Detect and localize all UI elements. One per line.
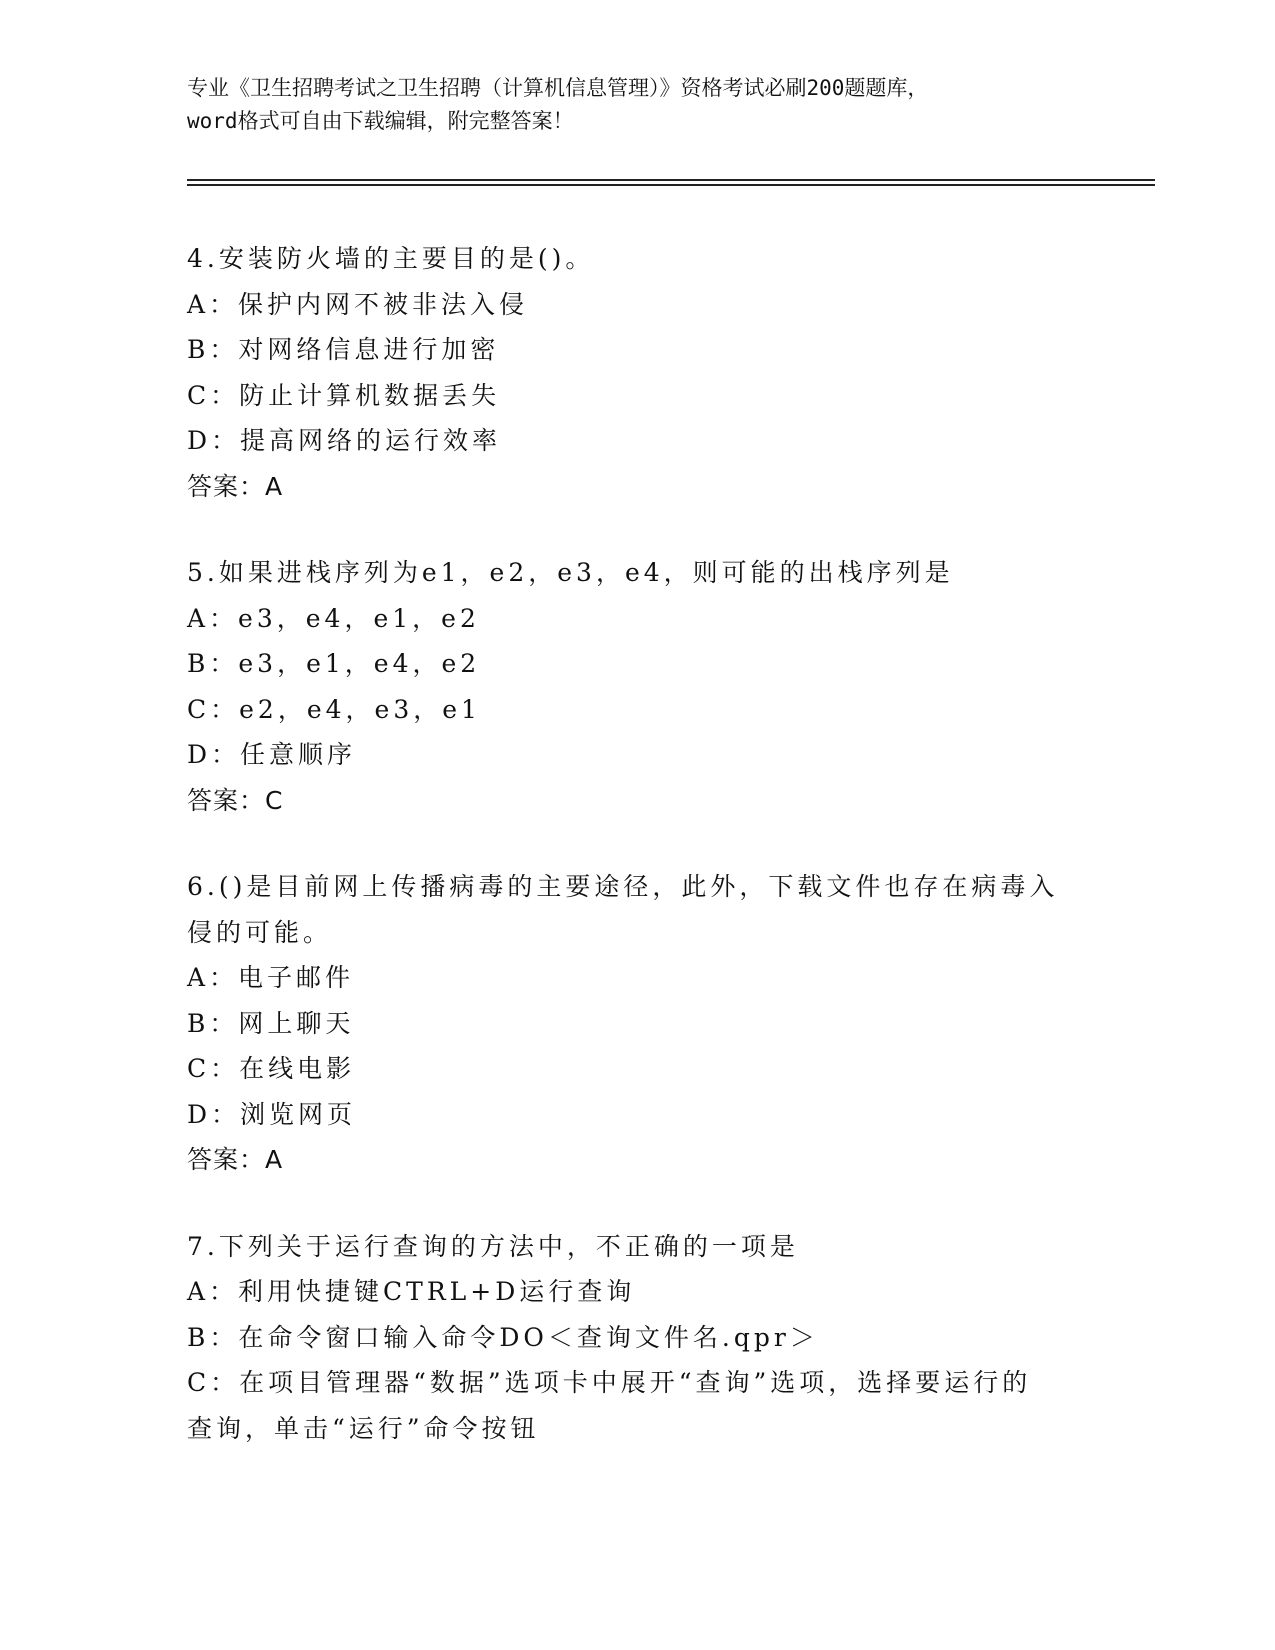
question-5 xyxy=(187,550,1087,823)
option-c: C：防止计算机数据丢失 xyxy=(187,380,501,410)
option-c: C：e2，e4，e3，e1 xyxy=(187,694,481,724)
question-6 xyxy=(187,864,1087,1183)
option-d: D：浏览网页 xyxy=(187,1099,357,1129)
question-stem: 5.如果进栈序列为e1，e2，e3，e4，则可能的出栈序列是 xyxy=(187,558,954,587)
option-c: C：在项目管理器“数据”选项卡中展开“查询”选项，选择要运行的 xyxy=(187,1368,1032,1397)
option-b: B：对网络信息进行加密 xyxy=(187,335,500,364)
question-stem: 4.安装防火墙的主要目的是()。 xyxy=(187,244,595,273)
question-list xyxy=(187,236,1087,1492)
option-b: B：e3，e1，e4，e2 xyxy=(187,649,481,678)
answer-text: 答案：A xyxy=(187,1145,284,1174)
option-d: D：任意顺序 xyxy=(187,740,357,769)
option-b: B：在命令窗口输入命令DO＜查询文件名.qpr＞ xyxy=(187,1322,819,1352)
header-divider-bottom xyxy=(187,184,1155,186)
question-7 xyxy=(187,1224,1087,1452)
header-line-2: word格式可自由下载编辑，附完整答案！ xyxy=(187,109,574,133)
header-divider-top xyxy=(187,179,1155,181)
option-c-continued: 查询，单击“运行”命令按钮 xyxy=(187,1413,540,1443)
document-header xyxy=(187,72,1087,138)
option-a: A：利用快捷键CTRL+D运行查询 xyxy=(187,1277,636,1306)
option-a: A：保护内网不被非法入侵 xyxy=(187,289,529,319)
option-a: A：e3，e4，e1，e2 xyxy=(187,603,480,633)
question-stem: 7.下列关于运行查询的方法中，不正确的一项是 xyxy=(187,1231,799,1261)
option-b: B：网上聊天 xyxy=(187,1008,355,1038)
option-a: A：电子邮件 xyxy=(187,963,355,992)
header-line-1: 专业《卫生招聘考试之卫生招聘（计算机信息管理）》资格考试必刷200题题库， xyxy=(187,76,929,100)
option-c: C：在线电影 xyxy=(187,1054,356,1083)
answer-text: 答案：A xyxy=(187,471,284,501)
answer-text: 答案：C xyxy=(187,785,284,815)
question-stem: 6.()是目前网上传播病毒的主要途径，此外，下载文件也存在病毒入 xyxy=(187,872,1059,901)
question-4 xyxy=(187,236,1087,509)
option-d: D：提高网络的运行效率 xyxy=(187,426,502,455)
question-stem-continued: 侵的可能。 xyxy=(187,917,333,947)
